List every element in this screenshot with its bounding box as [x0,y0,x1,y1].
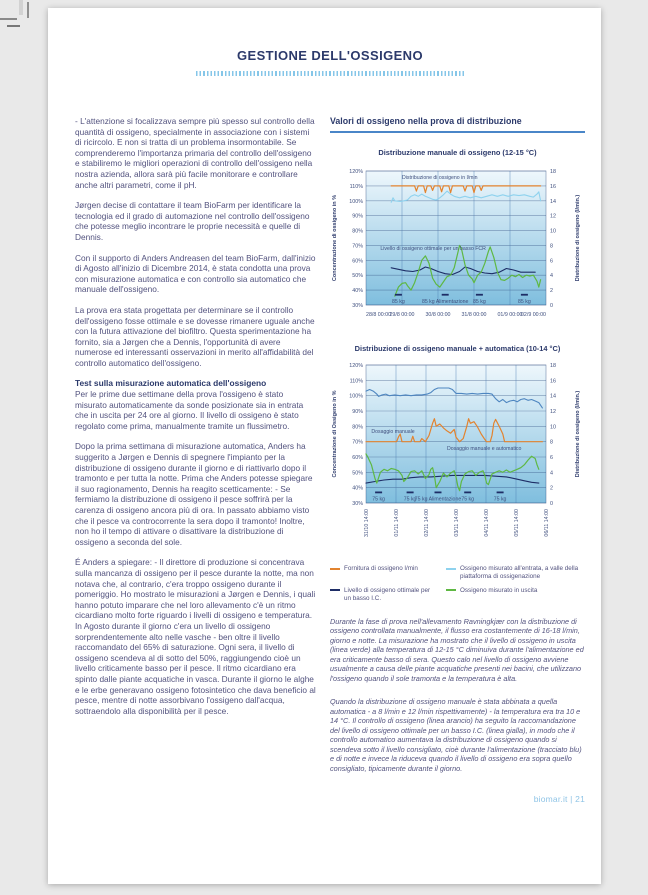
svg-text:70%: 70% [352,439,363,446]
svg-text:28/8 00:00: 28/8 00:00 [366,312,392,318]
svg-text:Dosaggio manuale: Dosaggio manuale [371,429,415,436]
svg-text:14: 14 [550,393,556,400]
svg-text:30%: 30% [352,303,363,309]
svg-text:Distribuzione di ossigeno in l: Distribuzione di ossigeno in l/min [402,175,478,182]
svg-text:Distribuzione di ossigeno (l/m: Distribuzione di ossigeno (l/min.) [575,194,581,282]
svg-text:04/11 14:00: 04/11 14:00 [484,509,490,537]
paragraph: Jørgen decise di contattare il team BioFarm per identificare la tecnologia ed il grado di automazione nel controllo dell'ossigeno che potesse meglio incontrare le proprie necessità e quelle di Dennis. [75,200,310,242]
svg-text:85 kg: 85 kg [473,298,486,305]
svg-text:2: 2 [550,288,553,295]
corner-artifact [7,25,20,27]
chart-title-manual: Distribuzione manuale di ossigeno (12-15 °C) [378,148,537,157]
svg-text:90%: 90% [352,213,363,220]
corner-artifact [19,0,23,15]
svg-text:50%: 50% [352,470,363,477]
svg-text:120%: 120% [349,363,363,369]
svg-text:100%: 100% [349,198,363,205]
page-content [48,8,601,844]
chart-legend [330,565,585,603]
svg-text:75 kg Alimentazione: 75 kg Alimentazione [414,496,462,503]
dotted-rule [196,71,464,76]
svg-text:70%: 70% [352,243,363,250]
svg-text:120%: 120% [349,169,363,175]
legend-item [446,587,585,603]
legend-label: Fornitura di ossigeno l/min [344,565,418,572]
svg-text:80%: 80% [352,228,363,235]
svg-text:06/11 14:00: 06/11 14:00 [544,509,550,537]
svg-text:110%: 110% [349,378,363,385]
section-title: Valori di ossigeno nella prova di distribuzione [330,116,585,133]
paragraph: Per le prime due settimane della prova l'ossigeno è stato misurato automaticamente da sonde posizionate sia in entrata che in uscita per 24 ore al giorno. Il livello di ossigeno è stato regolato come prima, manualmente tramite un flussimetro. [75,389,304,431]
svg-text:05/11 14:00: 05/11 14:00 [514,509,520,537]
svg-text:8: 8 [550,243,553,250]
svg-text:Concentrazione di ossigeno in: Concentrazione di ossigeno in % [332,194,338,282]
legend-item [330,565,438,581]
svg-text:12: 12 [550,213,556,220]
svg-text:16: 16 [550,378,556,385]
two-column-layout [75,116,585,773]
svg-text:75 kg: 75 kg [493,496,507,503]
paragraph: Con il supporto di Anders Andreasen del team BioFarm, dall'inizio di Agosto all'inizio di Dicembre 2014, è stata condotta una prova con misurazione automatica e con controllo sia automatico che manuale dell'ossigeno. [75,252,316,295]
legend-swatch [330,589,340,591]
svg-text:02/9 00:00: 02/9 00:00 [520,312,546,318]
caption: Durante la fase di prova nell'allevamento Ravningkjær con la distribuzione di ossigeno controllata manualmente, il flusso era costantemente di 16-18 l/min, giorno e notte. La misurazione ha mostrato che il livello di ossigeno in uscita (linea verde) alla temperatura di 12-15 °C diminuiva durante l'alimentazione ed era criticamente basso di sera. Questo calo nel livello di ossigeno avviene usualmente a causa delle piante acquatiche presenti nei bacini, che utilizzano l'ossigeno quando il sole tramonta e la temperatura è alta. [330,616,584,683]
subheading: Test sulla misurazione automatica dell'ossigeno [75,378,267,389]
svg-text:14: 14 [550,198,556,205]
corner-artifact [27,2,29,18]
svg-text:31/8 00:00: 31/8 00:00 [461,312,487,318]
svg-text:110%: 110% [349,183,363,190]
svg-text:85 kg Alimentazione: 85 kg Alimentazione [421,298,469,305]
paragraph: La prova era stata progettata per determinare se il controllo dell'ossigeno fosse ottimale e se dovesse rimanere uguale anche con la futura attivazione del biofiltro. Questa sperimentazione ha fornito, sia a Jørgen che a Dennis, l'opportunità di avere numerose ed interessanti osservazioni in merito all'affidabilità del controllo automatico dell'ossigeno. [75,304,315,368]
svg-text:75 kg: 75 kg [372,496,385,503]
svg-text:75 kg: 75 kg [461,496,475,503]
svg-text:2: 2 [550,485,553,492]
svg-text:50%: 50% [352,273,363,280]
page-title: GESTIONE DELL'OSSIGENO [237,48,423,63]
svg-text:Distribuzione di ossigeno (l/m: Distribuzione di ossigeno (l/min.) [575,390,581,478]
svg-text:0: 0 [550,501,553,507]
legend-swatch [330,568,340,570]
caption: Quando la distribuzione di ossigeno manuale è stata abbinata a quella automatica - a 8 l/min e 12 l/min rispettivamente) - la temperatura era tra 10 e 14 °C. Il controllo di ossigeno (linea arancio) ha seguito la raccomandazione del livello di ossigeno ottimale per un basso I.C. (linea gialla), in modo che il controllo automatico aumentava la distribuzione di ossigeno quando si scendeva sotto il livello consigliato, cioè durante l'alimentazione (tracciato blu) e di notte e invece la riduceva quando il livello di ossigeno era sopra quello consigliato, tipicamente durante il giorno. [330,697,582,773]
svg-text:4: 4 [550,273,553,280]
svg-text:100%: 100% [349,393,363,400]
svg-text:18: 18 [550,169,556,175]
svg-text:03/11 14:00: 03/11 14:00 [454,509,460,537]
svg-text:Livello di ossigeno ottimale p: Livello di ossigeno ottimale per un basso FCR [380,245,486,252]
svg-text:31/10 14:00: 31/10 14:00 [364,509,370,537]
svg-text:10: 10 [550,228,556,235]
legend-item [446,565,585,581]
left-text-column [75,116,316,773]
svg-text:85 kg: 85 kg [518,298,531,305]
legend-swatch [446,589,456,591]
legend-label: Livello di ossigeno ottimale per un basso I.C. [344,586,431,602]
svg-text:18: 18 [550,363,556,369]
chart-manual-oxygen-distribution [330,159,585,329]
svg-text:80%: 80% [352,424,363,431]
svg-text:4: 4 [550,470,553,477]
legend-swatch [446,568,456,570]
legend-label: Ossigeno misurato all'entrata, a valle della piattaforma di ossigenazione [460,565,579,580]
paragraph: É Anders a spiegare: - Il direttore di produzione si concentrava sulla mancanza di ossigeno per il pesce durante la notte, ma non notava che, al contrario, c'era troppo ossigeno durante il pomeriggio. Ho mostrato le misurazioni a Jørgen e Dennis, i quali hanno potuto imparare che nel loro allevamento c'è un ritmo cicardiano molto forte riguardo i livelli di ossigeno e temperatura. In Agosto durante il giorno c'era un livello di ossigeno sorprendentemente alto nelle vasche - ben oltre il livello raccomandato del 65% di saturazione. Ogni sera, il livello di ossigeno scendeva al di sotto del 50%, raggiungendo cioè un livello criticamente basso per il pesce. Il ritmo cicardiano era spinto dalle piante acquatiche in vasca. Durante il giorno le alghe e le erbe generavano ossigeno fotosintetico che dava beneficio al pesce, mentre di notte assorbivano l'ossigeno dall'acqua, sottraendolo alla disponibilità per il pesce. [75,557,316,716]
page-footer: biomar.it | 21 [533,794,585,804]
svg-text:0: 0 [550,303,553,309]
chart-manual-automatic-oxygen-distribution [330,355,585,555]
right-chart-column [330,116,585,773]
svg-text:Dosaggio manuale e automatico: Dosaggio manuale e automatico [447,446,522,453]
svg-text:60%: 60% [352,258,363,265]
svg-text:6: 6 [550,258,553,265]
svg-text:30%: 30% [352,501,363,507]
svg-text:Concentrazione di Ossigeno in: Concentrazione di Ossigeno in % [332,390,338,478]
svg-text:40%: 40% [352,485,363,492]
svg-text:6: 6 [550,455,553,461]
chart-captions [330,617,585,774]
svg-text:10: 10 [550,424,556,431]
svg-text:8: 8 [550,439,553,446]
paragraph: - L'attenzione si focalizzava sempre più spesso sul controllo della quantità di ossigeno, specialmente in associazione con i sistemi di ricircolo. E non si tratta di un problema insormontabile. Se comprenderemo l'importanza primaria del controllo dell'ossigeno e stabiliremo le migliori operazioni di controllo dell'ossigeno nella nostra azienda, allora sarà più facile monitorare e controllare anche altri parametri, come il pH. [75,116,315,190]
svg-text:01/11 14:00: 01/11 14:00 [394,509,400,537]
paragraph: Dopo la prima settimana di misurazione automatica, Anders ha suggerito a Jørgen e Dennis di spegnere l'impianto per la distribuzione di ossigeno durante il giorno e di riattivarlo dopo il tramonto e per tutta la notte. Prima che Anders potesse spiegare il suo ragionamento, Dennis ha reagito scetticamente: - Se fermiamo la distribuzione di ossigeno il pesce soffrirà per la carenza di ossigeno ancora più di ora. In passato abbiamo visto che il pesce va controcorrente la sera dopo il tramonto! Inoltre, non ho il tempo di attivare o disattivare la distribuzione di ossigeno a seconda del sole. [75,441,313,547]
svg-text:85 kg: 85 kg [392,298,405,305]
svg-text:16: 16 [550,183,556,190]
legend-item [330,587,438,603]
svg-text:60%: 60% [352,455,363,461]
legend-label: Ossigeno misurato in uscita [460,586,538,594]
svg-text:12: 12 [550,409,556,415]
svg-text:29/8 00:00: 29/8 00:00 [389,312,415,318]
svg-text:30/8 00:00: 30/8 00:00 [425,312,451,318]
svg-text:90%: 90% [352,409,363,415]
svg-text:02/11 14:00: 02/11 14:00 [424,509,430,537]
corner-artifact [0,18,17,20]
document-page [48,8,601,884]
svg-text:75 kg: 75 kg [403,496,417,503]
chart-title-manual-automatic: Distribuzione di ossigeno manuale + automatica (10-14 °C) [354,344,561,353]
svg-text:40%: 40% [352,288,363,295]
svg-text:01/9 00:00: 01/9 00:00 [497,312,523,318]
